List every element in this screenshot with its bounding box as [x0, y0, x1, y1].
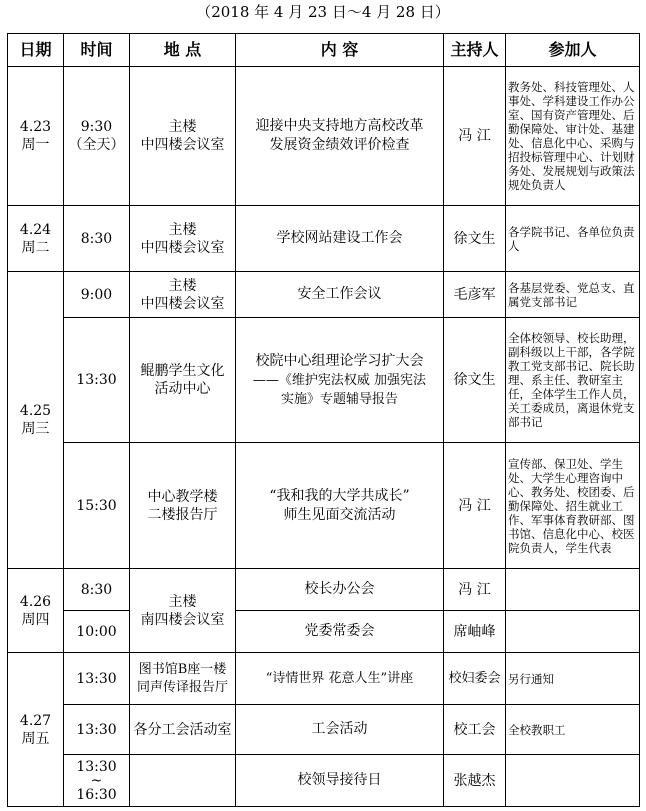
time-value: 13:30 — [64, 705, 130, 755]
date-cell — [8, 653, 64, 807]
weekday-value: 周五 — [21, 730, 50, 747]
participants-cell: 全校教职工 — [506, 705, 640, 755]
place-line: 主楼 — [168, 221, 197, 238]
place-line: 主楼 — [168, 119, 197, 135]
date-cell — [8, 206, 64, 272]
host-cell: 张越杰 — [444, 755, 506, 807]
time-end-value: 16:30 — [76, 786, 117, 803]
time-value: 13:30 — [64, 318, 130, 443]
date-cell — [8, 569, 64, 653]
place-cell: 各分工会活动室 — [130, 705, 236, 755]
weekday-value: 周四 — [21, 611, 50, 628]
participants-cell: 宣传部、保卫处、学生处、大学生心理咨询中心、教务处、校团委、后勤保障处、招生就业工作、军事体育教研部、图书馆、信息化中心、校医院负责人，学生代表 — [506, 443, 640, 569]
place-line: 主楼 — [168, 277, 197, 294]
weekday-value: 周二 — [21, 239, 50, 256]
host-cell: 校妇委会 — [444, 653, 506, 705]
table-row — [8, 206, 640, 272]
place-cell — [130, 318, 236, 443]
participants-cell: 教务处、科技管理处、人事处、学科建设工作办公室、国有资产管理处、后勤保障处、审计处、基建处、信息化中心、采购与招投标管理中心、计划财务处、发展规划与政策法规处负责人 — [506, 67, 640, 206]
time-value: 8:30 — [64, 569, 130, 611]
table-row — [8, 67, 640, 206]
time-cell — [64, 67, 130, 206]
host-cell: 毛彦军 — [444, 272, 506, 318]
header-date: 日期 — [8, 34, 64, 67]
content-cell — [236, 67, 444, 206]
host-cell: 冯 江 — [444, 569, 506, 611]
place-line: 二楼报告厅 — [147, 506, 218, 523]
content-line: 校院中心组理论学习扩大会 — [255, 352, 424, 369]
place-cell — [130, 206, 236, 272]
content-line: 师生见面交流活动 — [283, 506, 396, 523]
date-value: 4.23 — [19, 119, 52, 135]
place-line: 中心教学楼 — [147, 488, 218, 505]
place-cell — [130, 443, 236, 569]
header-host: 主持人 — [444, 34, 506, 67]
schedule-date-range: （2018 年 4 月 23 日～4 月 28 日） — [196, 3, 450, 21]
host-cell: 校工会 — [444, 705, 506, 755]
place-line: 活动中心 — [154, 381, 211, 397]
table-row — [8, 705, 640, 755]
time-value: 9:00 — [64, 272, 130, 318]
host-cell: 冯 江 — [444, 443, 506, 569]
weekday-value: 周三 — [21, 421, 50, 437]
date-value: 4.25 — [19, 403, 52, 419]
time-value: 13:30 — [76, 758, 117, 775]
date-cell — [8, 272, 64, 569]
place-cell — [130, 67, 236, 206]
header-time: 时间 — [64, 34, 130, 67]
place-cell — [130, 569, 236, 653]
place-line: 鲲鹏学生文化 — [140, 363, 225, 379]
place-cell — [130, 653, 236, 705]
table-row — [8, 272, 640, 318]
participants-cell: 各学院书记、各单位负责人 — [506, 206, 640, 272]
place-cell — [130, 272, 236, 318]
content-cell: 工会活动 — [236, 705, 444, 755]
place-line: 中四楼会议室 — [140, 137, 225, 153]
content-cell: 党委常委会 — [236, 611, 444, 653]
time-value: 10:00 — [64, 611, 130, 653]
time-value: 15:30 — [64, 443, 130, 569]
place-cell — [130, 755, 236, 807]
participants-cell — [506, 569, 640, 611]
content-line: 迎接中央支持地方高校改革 — [255, 118, 424, 134]
date-cell — [8, 67, 64, 206]
place-line: 南四楼会议室 — [140, 611, 225, 628]
content-line: 发展资金绩效评价检查 — [269, 137, 410, 153]
place-line: 同声传译报告厅 — [136, 679, 228, 695]
place-line: 中四楼会议室 — [140, 239, 225, 256]
participants-cell: 各基层党委、党总支、直属党支部书记 — [506, 272, 640, 318]
content-line: ——《维护宪法权威 加强宪法 — [252, 372, 427, 388]
date-value: 4.26 — [19, 593, 52, 610]
place-line: 中四楼会议室 — [140, 295, 225, 312]
time-note: （全天） — [68, 137, 125, 153]
date-value: 4.24 — [19, 221, 52, 238]
host-cell: 席岫峰 — [444, 611, 506, 653]
content-cell — [236, 318, 444, 443]
table-row — [8, 611, 640, 653]
table-row — [8, 443, 640, 569]
table-row — [8, 318, 640, 443]
participants-cell — [506, 611, 640, 653]
table-row — [8, 569, 640, 611]
place-line: 主楼 — [168, 593, 197, 610]
time-value: 13:30 — [64, 653, 130, 705]
table-header-row — [8, 34, 640, 67]
time-value: 9:30 — [80, 119, 113, 135]
content-cell — [236, 443, 444, 569]
content-cell: 学校网站建设工作会 — [236, 206, 444, 272]
content-cell: 校长办公会 — [236, 569, 444, 611]
header-place: 地 点 — [130, 34, 236, 67]
time-cell — [64, 755, 130, 807]
content-line: “我和我的大学共成长” — [269, 487, 410, 504]
schedule-table — [7, 33, 640, 807]
host-cell: 徐文生 — [444, 206, 506, 272]
content-line: 实施》专题辅导报告 — [280, 391, 398, 407]
weekday-value: 周一 — [21, 137, 50, 153]
participants-cell: 另行通知 — [506, 653, 640, 705]
place-line: 图书馆B座一楼 — [138, 661, 227, 677]
content-cell: 安全工作会议 — [236, 272, 444, 318]
time-value: 8:30 — [64, 206, 130, 272]
header-participants: 参加人 — [506, 34, 640, 67]
content-cell: “诗情世界 花意人生”讲座 — [236, 653, 444, 705]
participants-cell — [506, 755, 640, 807]
table-row — [8, 653, 640, 705]
participants-cell: 全体校领导、校长助理，副科级以上干部，各学院教工党支部书记、院长助理、系主任、教研室主任，全体学生工作人员，关工委成员，离退休党支部书记 — [506, 318, 640, 443]
host-cell: 徐文生 — [444, 318, 506, 443]
content-cell: 校领导接待日 — [236, 755, 444, 807]
time-separator: ~ — [90, 772, 103, 789]
date-value: 4.27 — [19, 712, 52, 729]
host-cell: 冯 江 — [444, 67, 506, 206]
table-row — [8, 755, 640, 807]
header-content: 内 容 — [236, 34, 444, 67]
